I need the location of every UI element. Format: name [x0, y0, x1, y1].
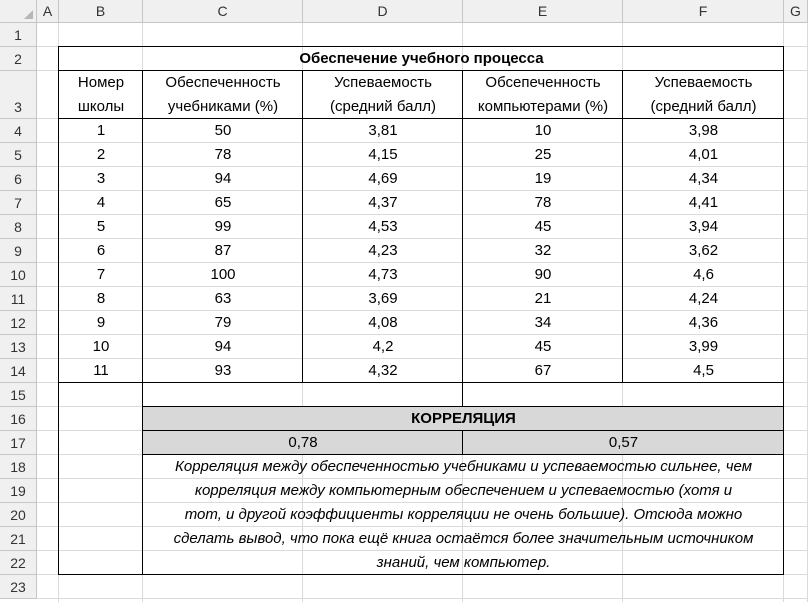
select-all-corner[interactable] [0, 0, 37, 23]
table-cell[interactable]: 3,94 [688, 218, 719, 235]
table-cell[interactable]: 4,34 [688, 170, 719, 187]
border-line [58, 70, 784, 71]
row-header-17[interactable]: 17 [0, 431, 37, 455]
table-cell[interactable]: 7 [96, 266, 106, 283]
row-header-21[interactable]: 21 [0, 527, 37, 551]
correlation-value-computers[interactable]: 0,57 [608, 434, 639, 451]
table-cell[interactable]: 19 [534, 170, 552, 187]
table-cell[interactable]: 4,2 [372, 338, 394, 355]
row-header-11[interactable]: 11 [0, 287, 37, 311]
table-cell[interactable]: 4,37 [368, 194, 398, 211]
table-cell[interactable]: 78 [534, 194, 552, 211]
border-line [142, 454, 784, 455]
row-header-1[interactable]: 1 [0, 23, 37, 47]
conclusion-line[interactable]: корреляция между компьютерным обеспечением и успеваемостью (хотя и [194, 482, 733, 499]
row-gridline [37, 598, 808, 599]
table-cell[interactable]: 6 [96, 242, 106, 259]
table-cell[interactable]: 11 [93, 362, 109, 379]
row-header-12[interactable]: 12 [0, 311, 37, 335]
header-line: (средний балл) [650, 98, 757, 115]
border-line [142, 70, 143, 383]
column-header-g[interactable]: G [784, 0, 808, 23]
border-line [142, 406, 784, 407]
border-line [142, 430, 784, 431]
table-cell[interactable]: 4,15 [368, 146, 398, 163]
table-cell[interactable]: 25 [534, 146, 552, 163]
table-cell[interactable]: 10 [92, 338, 110, 355]
table-cell[interactable]: 4,01 [688, 146, 719, 163]
table-cell[interactable]: 3 [96, 170, 106, 187]
row-header-23[interactable]: 23 [0, 575, 37, 599]
border-line [58, 46, 784, 47]
row-header-15[interactable]: 15 [0, 383, 37, 407]
table-cell[interactable]: 3,98 [688, 122, 719, 139]
table-title[interactable]: Обеспечение учебного процесса [299, 50, 544, 67]
row-header-7[interactable]: 7 [0, 191, 37, 215]
column-header-d[interactable]: D [303, 0, 463, 23]
column-header-e[interactable]: E [463, 0, 623, 23]
table-cell[interactable]: 4,73 [368, 266, 398, 283]
border-line [58, 118, 784, 119]
table-cell[interactable]: 4,36 [688, 314, 719, 331]
header-line: Обеспеченность [165, 74, 281, 91]
row-header-6[interactable]: 6 [0, 167, 37, 191]
table-cell[interactable]: 50 [214, 122, 232, 139]
row-header-10[interactable]: 10 [0, 263, 37, 287]
border-line [302, 70, 303, 383]
row-header-4[interactable]: 4 [0, 119, 37, 143]
column-header-cell[interactable] [59, 71, 143, 119]
table-cell[interactable]: 45 [534, 338, 552, 355]
row-header-20[interactable]: 20 [0, 503, 37, 527]
table-cell[interactable]: 34 [534, 314, 552, 331]
row-header-18[interactable]: 18 [0, 455, 37, 479]
table-cell[interactable]: 8 [96, 290, 106, 307]
header-line: Успеваемость [334, 74, 432, 91]
header-line: учебниками (%) [167, 98, 279, 115]
table-cell[interactable]: 4 [96, 194, 106, 211]
table-cell[interactable]: 9 [96, 314, 106, 331]
table-cell[interactable]: 21 [534, 290, 552, 307]
border-line [142, 382, 143, 575]
conclusion-line[interactable]: Корреляция между обеспеченностью учебниками и успеваемостью сильнее, чем [175, 458, 752, 475]
row-header-22[interactable]: 22 [0, 551, 37, 575]
conclusion-line[interactable]: знаний, чем компьютер. [376, 554, 551, 571]
conclusion-line[interactable]: тот, и другой коэффициенты корреляции не очень большие). Отсюда можно [184, 506, 743, 523]
header-line: школы [77, 98, 125, 115]
table-cell[interactable]: 4,32 [368, 362, 398, 379]
table-cell[interactable]: 4,5 [693, 362, 714, 379]
table-cell[interactable]: 4,23 [368, 242, 398, 259]
column-header-cell[interactable] [143, 71, 303, 119]
table-cell[interactable]: 4,24 [688, 290, 719, 307]
table-cell[interactable]: 67 [534, 362, 552, 379]
border-line [783, 46, 784, 575]
table-cell[interactable]: 45 [534, 218, 552, 235]
row-header-5[interactable]: 5 [0, 143, 37, 167]
border-line [58, 382, 784, 383]
table-cell[interactable]: 3,69 [368, 290, 398, 307]
column-header-c[interactable]: C [143, 0, 303, 23]
row-header-9[interactable]: 9 [0, 239, 37, 263]
table-cell[interactable]: 4,69 [368, 170, 398, 187]
border-line [58, 574, 784, 575]
table-cell[interactable]: 5 [96, 218, 106, 235]
table-cell[interactable]: 79 [214, 314, 232, 331]
table-cell[interactable]: 65 [214, 194, 232, 211]
table-cell[interactable]: 100 [210, 266, 236, 283]
header-line: Номер [77, 74, 125, 91]
row-header-3[interactable]: 3 [0, 71, 37, 119]
table-cell[interactable]: 93 [214, 362, 232, 379]
column-header-cell[interactable] [623, 71, 784, 119]
row-header-19[interactable]: 19 [0, 479, 37, 503]
table-cell[interactable]: 99 [214, 218, 232, 235]
header-line: (средний балл) [330, 98, 436, 115]
correlation-value-textbooks[interactable]: 0,78 [288, 434, 318, 451]
table-cell[interactable]: 94 [214, 338, 232, 355]
table-cell[interactable]: 10 [534, 122, 552, 139]
header-line: компьютерами (%) [477, 98, 609, 115]
header-line: Успеваемость [654, 74, 753, 91]
table-cell[interactable]: 63 [214, 290, 232, 307]
table-cell[interactable]: 94 [214, 170, 232, 187]
row-header-13[interactable]: 13 [0, 335, 37, 359]
row-header-16[interactable]: 16 [0, 407, 37, 431]
table-cell[interactable]: 90 [534, 266, 552, 283]
table-cell[interactable]: 2 [96, 146, 106, 163]
conclusion-line[interactable]: сделать вывод, что пока ещё книга остаётся более значительным источником [173, 530, 754, 547]
column-header-b[interactable]: B [59, 0, 143, 23]
table-cell[interactable]: 3,81 [368, 122, 398, 139]
correlation-title[interactable]: КОРРЕЛЯЦИЯ [411, 410, 516, 427]
border-line [462, 382, 463, 407]
table-cell[interactable]: 4,41 [688, 194, 719, 211]
table-cell[interactable]: 4,08 [368, 314, 398, 331]
table-cell[interactable]: 4,6 [693, 266, 714, 283]
row-header-14[interactable]: 14 [0, 359, 37, 383]
border-line [622, 70, 623, 383]
border-line [462, 430, 463, 455]
row-header-2[interactable]: 2 [0, 47, 37, 71]
table-cell[interactable]: 32 [534, 242, 552, 259]
table-cell[interactable]: 3,62 [688, 242, 719, 259]
table-cell[interactable]: 87 [214, 242, 232, 259]
table-cell[interactable]: 78 [214, 146, 232, 163]
column-header-a[interactable]: A [37, 0, 59, 23]
column-header-cell[interactable] [463, 71, 623, 119]
table-cell[interactable]: 1 [96, 122, 106, 139]
column-header-f[interactable]: F [623, 0, 784, 23]
table-cell[interactable]: 3,99 [688, 338, 719, 355]
border-line [58, 46, 59, 575]
row-header-8[interactable]: 8 [0, 215, 37, 239]
table-cell[interactable]: 4,53 [368, 218, 398, 235]
column-header-cell[interactable] [303, 71, 463, 119]
border-line [462, 70, 463, 383]
header-line: Обсепеченность [485, 74, 601, 91]
